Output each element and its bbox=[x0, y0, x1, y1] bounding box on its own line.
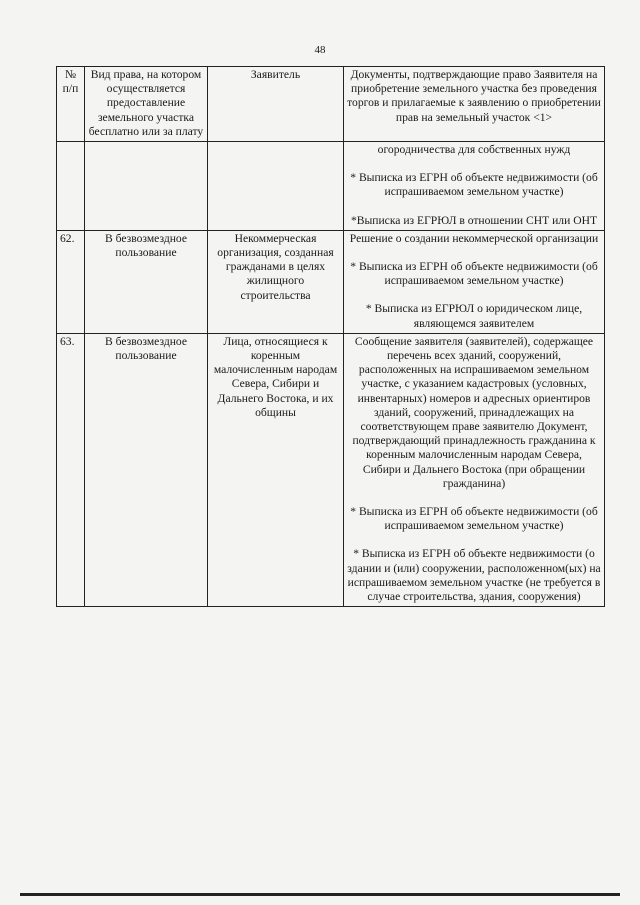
header-applicant: Заявитель bbox=[208, 67, 344, 142]
document-item: * Выписка из ЕГРН об объекте недвижимости (об испрашиваемом земельном участке) bbox=[350, 505, 598, 533]
page-bottom-edge bbox=[20, 893, 620, 896]
row-applicant: Некоммерческая организация, созданная гражданами в целях жилищного строительства bbox=[208, 230, 344, 333]
row-applicant bbox=[208, 142, 344, 231]
document-item: *Выписка из ЕГРЮЛ в отношении СНТ или ОНТ bbox=[350, 213, 598, 227]
document-item: * Выписка из ЕГРН об объекте недвижимости (об испрашиваемом земельном участке) bbox=[350, 171, 598, 199]
table-row bbox=[57, 333, 605, 606]
table-row bbox=[57, 230, 605, 333]
table-header-row bbox=[57, 67, 605, 142]
document-item: * Выписка из ЕГРН об объекте недвижимости (о здании и (или) сооружении, расположенном(ых) на испрашиваемом земельном участке (не требуется в случае строительства, здания, сооружения) bbox=[347, 547, 601, 604]
row-applicant: Лица, относящиеся к коренным малочисленным народам Севера, Сибири и Дальнего Востока, и их общины bbox=[208, 333, 344, 606]
row-number: 63. bbox=[57, 333, 85, 606]
header-documents: Документы, подтверждающие право Заявителя на приобретение земельного участка без проведения торгов и прилагаемые к заявлению о приобретении прав на земельный участок <1> bbox=[344, 67, 605, 142]
document-item: огородничества для собственных нужд bbox=[377, 143, 571, 157]
header-right-type: Вид права, на котором осуществляется предоставление земельного участка бесплатно или за плату bbox=[85, 67, 208, 142]
documents-table bbox=[56, 66, 605, 607]
row-number bbox=[57, 142, 85, 231]
page-number: 48 bbox=[314, 44, 326, 56]
row-right-type: В безвозмездное пользование bbox=[85, 333, 208, 606]
row-documents bbox=[344, 333, 605, 606]
row-right-type bbox=[85, 142, 208, 231]
document-item: * Выписка из ЕГРН об объекте недвижимости (об испрашиваемом земельном участке) bbox=[350, 260, 598, 288]
document-item: * Выписка из ЕГРЮЛ о юридическом лице, являющемся заявителем bbox=[365, 302, 583, 330]
header-number: № п/п bbox=[57, 67, 85, 142]
document-item: Сообщение заявителя (заявителей), содержащее перечень всех зданий, сооружений, расположенных на испрашиваемом земельном участке, с указанием кадастровых (условных, инвентарных) номеров и адресных ориентиров зданий, сооружений, принадлежащих на соответствующем праве заявителю Документ, подтверждающий принадлежность гражданина к коренным малочисленным народам Севера, Сибири и Дальнего Востока (при обращении гражданина) bbox=[352, 334, 596, 490]
row-documents bbox=[344, 230, 605, 333]
document-item: Решение о создании некоммерческой организации bbox=[349, 231, 599, 245]
table-row bbox=[57, 142, 605, 231]
row-documents bbox=[344, 142, 605, 231]
row-right-type: В безвозмездное пользование bbox=[85, 230, 208, 333]
row-number: 62. bbox=[57, 230, 85, 333]
